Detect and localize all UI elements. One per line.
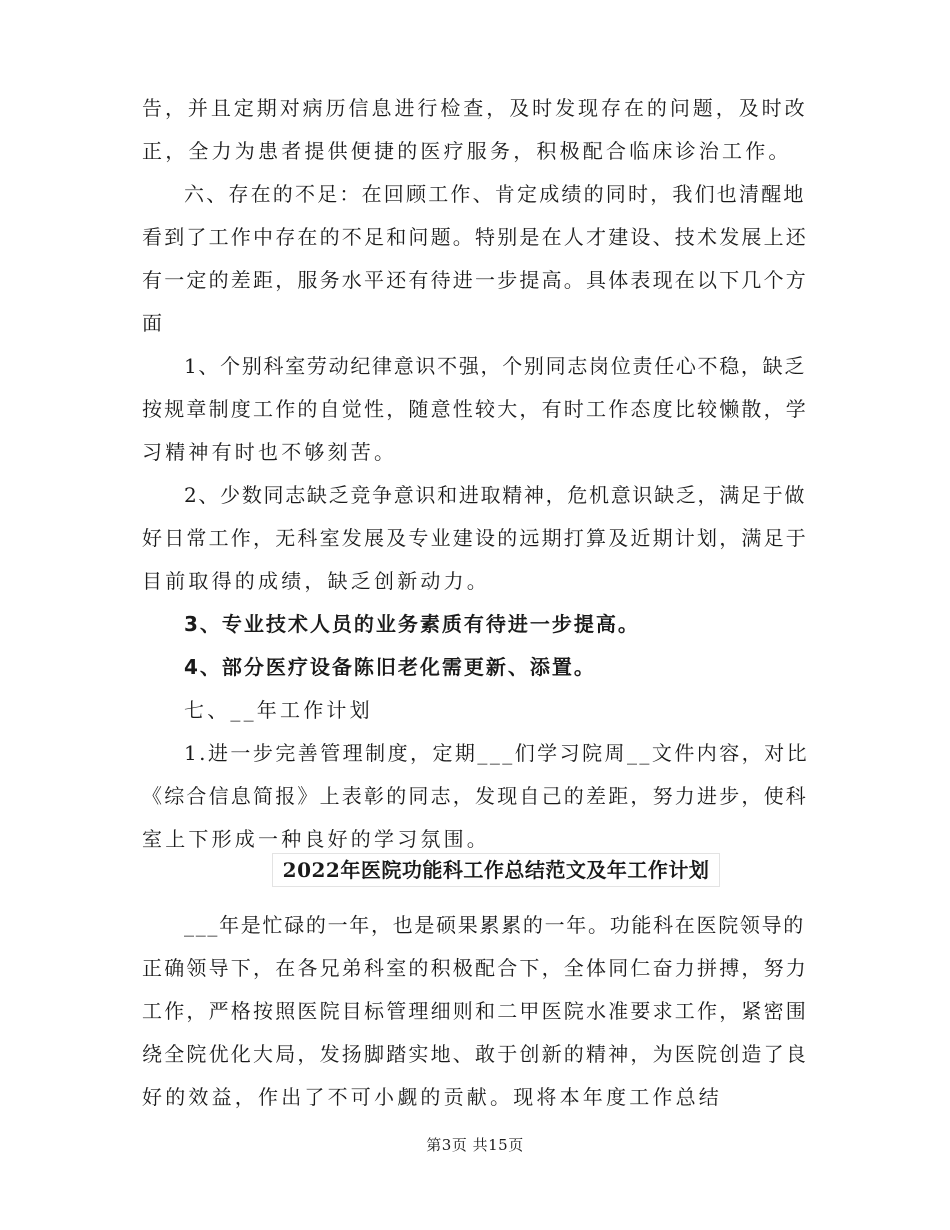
text-line: 好日常工作，无科室发展及专业建设的远期打算及近期计划，满足于	[142, 526, 808, 550]
text-line: 绕全院优化大局，发扬脚踏实地、敢于创新的精神，为医院创造了良	[142, 1042, 808, 1066]
text-line: 《综合信息简报》上表彰的同志，发现自己的差距，努力进步，使科	[142, 784, 808, 808]
text-line: 按规章制度工作的自觉性，随意性较大，有时工作态度比较懒散，学	[142, 397, 808, 421]
text-line: 2、少数同志缺乏竞争意识和进取精神，危机意识缺乏，满足于做	[184, 483, 807, 507]
text-line: 七、__年工作计划	[184, 698, 373, 722]
text-line: 习精神有时也不够刻苦。	[142, 440, 398, 464]
section-title: 2022年医院功能科工作总结范文及年工作计划	[272, 853, 720, 887]
text-line: 有一定的差距，服务水平还有待进一步提高。具体表现在以下几个方	[142, 268, 808, 292]
text-line: 工作，严格按照医院目标管理细则和二甲医院水准要求工作，紧密围	[142, 999, 808, 1023]
text-line: 目前取得的成绩，缺乏创新动力。	[142, 569, 490, 593]
text-line: 面	[142, 311, 166, 335]
page-number-footer: 第3页 共15页	[426, 1136, 524, 1154]
text-line: ___年是忙碌的一年，也是硕果累累的一年。功能科在医院领导的	[184, 913, 805, 937]
text-line: 正，全力为患者提供便捷的医疗服务，积极配合临床诊治工作。	[142, 139, 792, 163]
text-line: 六、存在的不足：在回顾工作、肯定成绩的同时，我们也清醒地	[184, 182, 806, 206]
text-line: 正确领导下，在各兄弟科室的积极配合下，全体同仁奋力拼搏，努力	[142, 956, 808, 980]
text-line: 1、个别科室劳动纪律意识不强，个别同志岗位责任心不稳，缺乏	[184, 354, 807, 378]
text-line: 好的效益，作出了不可小觑的贡献。现将本年度工作总结	[142, 1085, 722, 1109]
text-line: 看到了工作中存在的不足和问题。特别是在人才建设、技术发展上还	[142, 225, 808, 249]
text-line: 1.进一步完善管理制度，定期___们学习院周__文件内容，对比	[184, 741, 810, 765]
text-line: 告，并且定期对病历信息进行检查，及时发现存在的问题，及时改	[142, 96, 808, 120]
text-line-bold: 4、部分医疗设备陈旧老化需更新、添置。	[184, 655, 596, 679]
text-line: 室上下形成一种良好的学习氛围。	[142, 827, 490, 851]
text-line-bold: 3、专业技术人员的业务素质有待进一步提高。	[184, 612, 640, 636]
